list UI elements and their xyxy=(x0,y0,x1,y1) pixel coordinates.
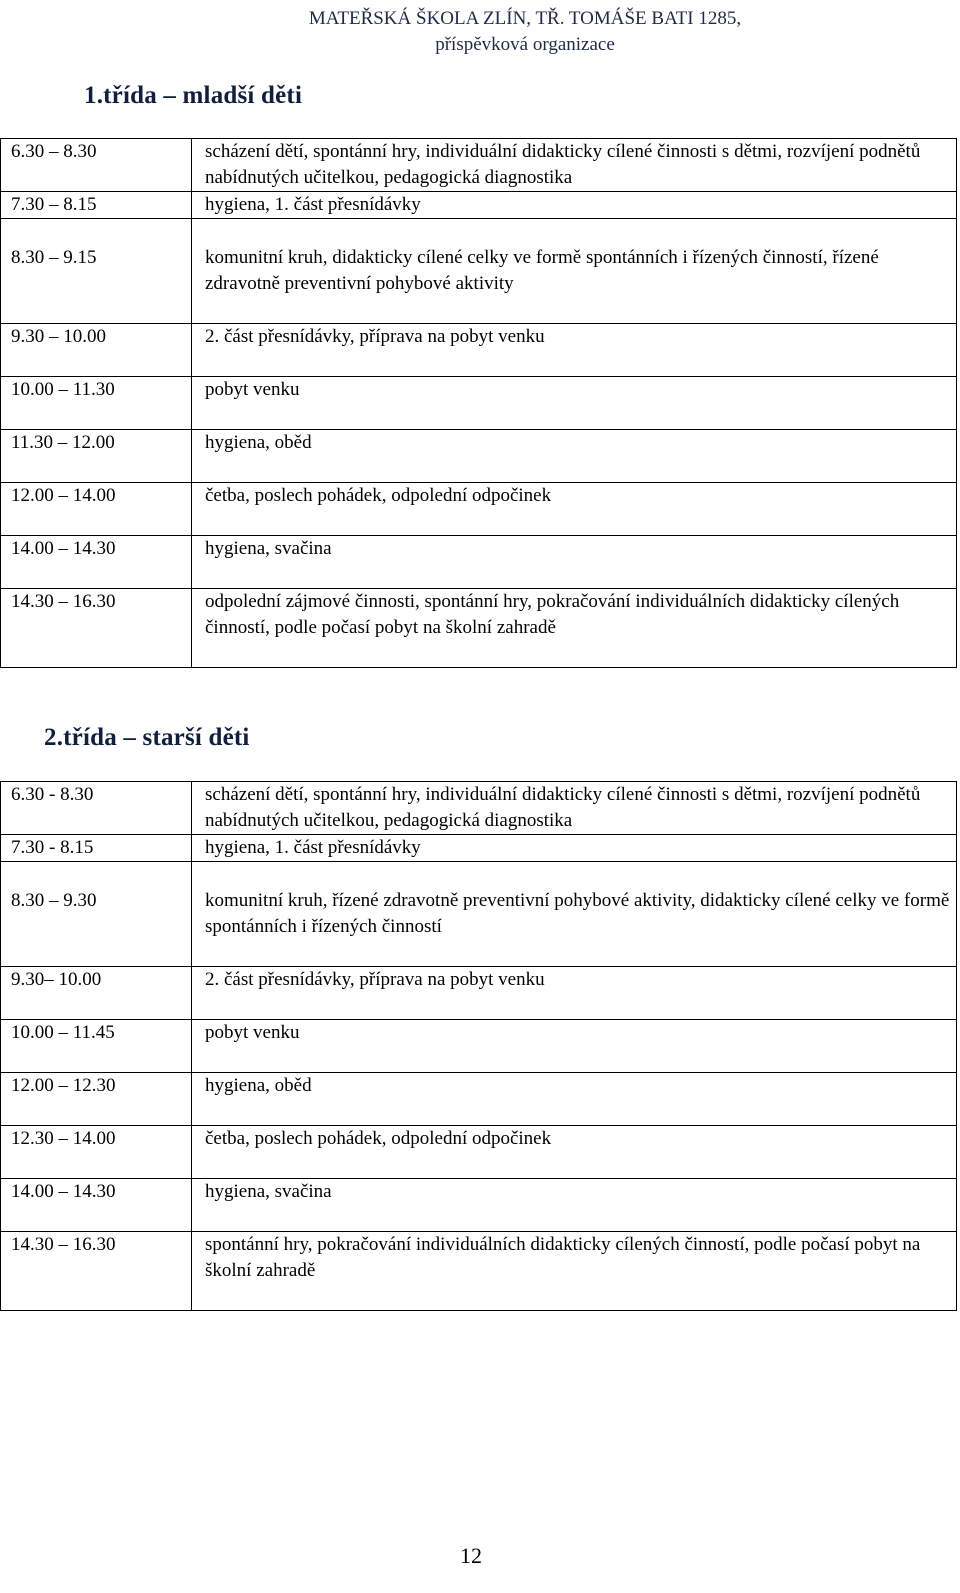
time-cell: 6.30 - 8.30 xyxy=(1,782,192,835)
activity-cell: četba, poslech pohádek, odpolední odpočinek xyxy=(192,483,957,536)
activity-cell: komunitní kruh, řízené zdravotně preventivní pohybové aktivity, didakticky cílené celky ve formě spontánních i řízených činností xyxy=(192,862,957,967)
time-cell: 12.30 – 14.00 xyxy=(1,1126,192,1179)
table-row xyxy=(1,192,957,219)
organization-type: příspěvková organizace xyxy=(435,34,615,55)
page-number: 12 xyxy=(460,1543,482,1568)
activity-cell: pobyt venku xyxy=(192,1020,957,1073)
table-row xyxy=(1,324,957,377)
organization-header xyxy=(300,6,750,58)
time-cell: 6.30 – 8.30 xyxy=(1,139,192,192)
time-cell: 14.00 – 14.30 xyxy=(1,536,192,589)
class2-schedule-table xyxy=(0,781,957,1311)
activity-cell: spontánní hry, pokračování individuálních didakticky cílených činností, podle počasí pobyt na školní zahradě xyxy=(192,1232,957,1311)
table-row xyxy=(1,862,957,967)
table-row xyxy=(1,1126,957,1179)
activity-cell: 2. část přesnídávky, příprava na pobyt venku xyxy=(192,967,957,1020)
time-cell: 8.30 – 9.15 xyxy=(1,219,192,324)
activity-cell: 2. část přesnídávky, příprava na pobyt venku xyxy=(192,324,957,377)
organization-name: MATEŘSKÁ ŠKOLA ZLÍN, TŘ. TOMÁŠE BATI 1285, xyxy=(308,8,742,29)
time-cell: 9.30– 10.00 xyxy=(1,967,192,1020)
table-row xyxy=(1,1179,957,1232)
activity-cell: hygiena, svačina xyxy=(192,1179,957,1232)
time-cell: 12.00 – 14.00 xyxy=(1,483,192,536)
table-row xyxy=(1,483,957,536)
time-cell: 14.30 – 16.30 xyxy=(1,1232,192,1311)
activity-cell: odpolední zájmové činnosti, spontánní hry, pokračování individuálních didakticky cílených činností, podle počasí pobyt na školní zahradě xyxy=(192,589,957,668)
class1-title: 1.třída – mladší děti xyxy=(84,82,303,109)
table-row xyxy=(1,782,957,835)
activity-cell: hygiena, oběd xyxy=(192,430,957,483)
activity-cell: hygiena, oběd xyxy=(192,1073,957,1126)
activity-cell: scházení dětí, spontánní hry, individuální didakticky cílené činnosti s dětmi, rozvíjení podnětů nabídnutých učitelkou, pedagogická diagnostika xyxy=(192,782,957,835)
table-row xyxy=(1,430,957,483)
time-cell: 10.00 – 11.45 xyxy=(1,1020,192,1073)
table-row xyxy=(1,967,957,1020)
table-row xyxy=(1,1020,957,1073)
class1-schedule-table xyxy=(0,138,957,668)
table-row xyxy=(1,377,957,430)
table-row xyxy=(1,139,957,192)
time-cell: 12.00 – 12.30 xyxy=(1,1073,192,1126)
table-row xyxy=(1,1232,957,1311)
activity-cell: hygiena, svačina xyxy=(192,536,957,589)
time-cell: 14.30 – 16.30 xyxy=(1,589,192,668)
activity-cell: pobyt venku xyxy=(192,377,957,430)
table-row xyxy=(1,589,957,668)
time-cell: 9.30 – 10.00 xyxy=(1,324,192,377)
class2-title: 2.třída – starší děti xyxy=(44,724,250,751)
activity-cell: scházení dětí, spontánní hry, individuální didakticky cílené činnosti s dětmi, rozvíjení podnětů nabídnutých učitelkou, pedagogická diagnostika xyxy=(192,139,957,192)
table-row xyxy=(1,536,957,589)
time-cell: 11.30 – 12.00 xyxy=(1,430,192,483)
time-cell: 7.30 – 8.15 xyxy=(1,192,192,219)
table-row xyxy=(1,1073,957,1126)
time-cell: 10.00 – 11.30 xyxy=(1,377,192,430)
activity-cell: četba, poslech pohádek, odpolední odpočinek xyxy=(192,1126,957,1179)
activity-cell: hygiena, 1. část přesnídávky xyxy=(192,192,957,219)
time-cell: 8.30 – 9.30 xyxy=(1,862,192,967)
time-cell: 14.00 – 14.30 xyxy=(1,1179,192,1232)
activity-cell: komunitní kruh, didakticky cílené celky ve formě spontánních i řízených činností, řízené zdravotně preventivní pohybové aktivity xyxy=(192,219,957,324)
table-row xyxy=(1,219,957,324)
table-row xyxy=(1,835,957,862)
time-cell: 7.30 - 8.15 xyxy=(1,835,192,862)
activity-cell: hygiena, 1. část přesnídávky xyxy=(192,835,957,862)
